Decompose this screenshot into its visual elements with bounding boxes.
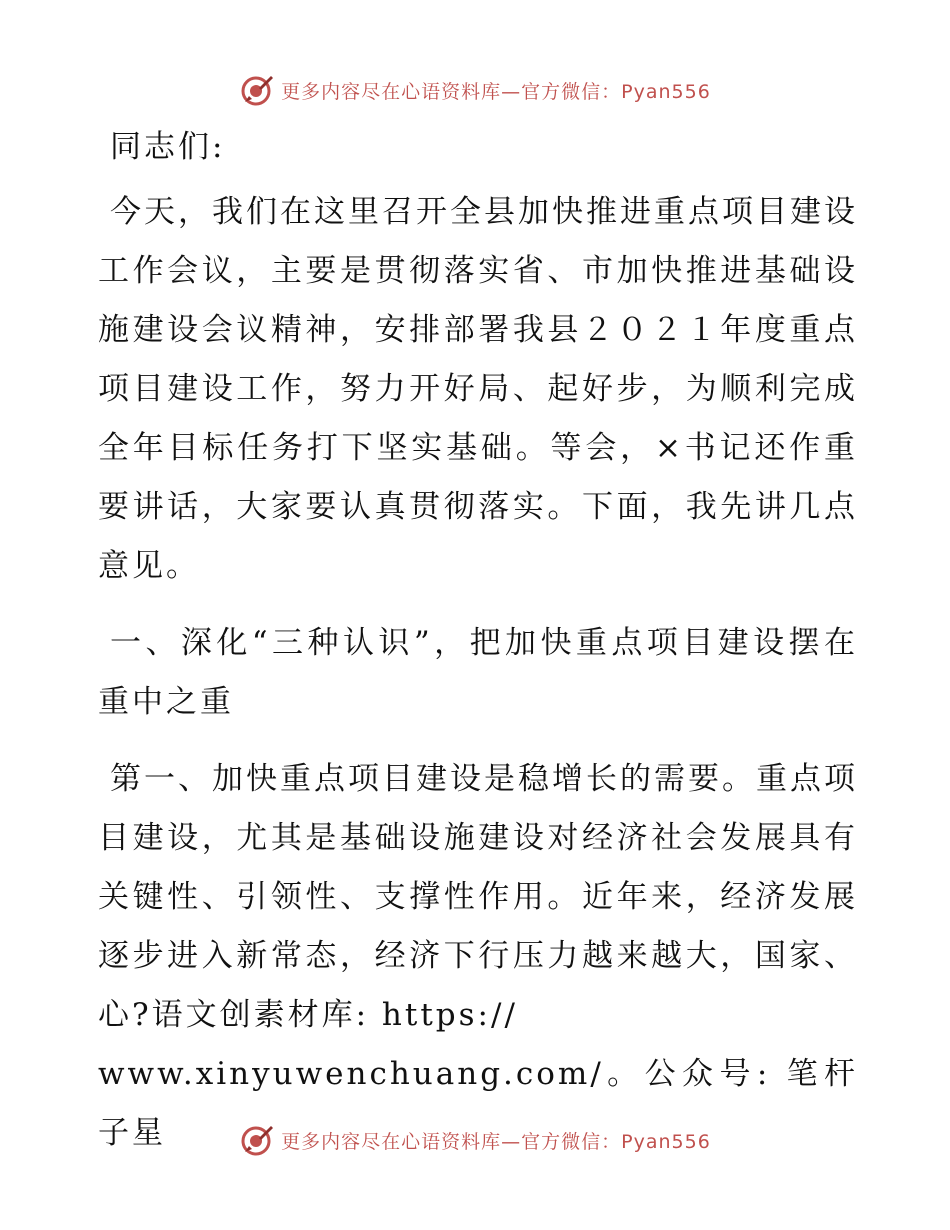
pen-circle-logo-icon [239, 1122, 275, 1158]
footer-banner [0, 1120, 950, 1160]
header-banner [0, 70, 950, 110]
footer-banner-text: 更多内容尽在心语资料库—官方微信：Pyan556 [281, 1130, 711, 1153]
greeting: 同志们: [110, 129, 226, 165]
document-body [98, 118, 858, 1181]
intro-paragraph: 今天，我们在这里召开全县加快推进重点项目建设工作会议，主要是贯彻落实省、市加快推进基础设施建设会议精神，安排部署我县２０２１年度重点项目建设工作，努力开好局、起好步，为顺利完成全年目标任务打下坚实基础。等会，×书记还作重要讲话，大家要认真贯彻落实。下面，我先讲几点意见。 [98, 194, 858, 584]
section-heading-one: 一、深化“三种认识”，把加快重点项目建设摆在重中之重 [98, 625, 858, 720]
point-one-paragraph: 第一、加快重点项目建设是稳增长的需要。重点项目建设，尤其是基础设施建设对经济社会发展具有关键性、引领性、支撑性作用。近年来，经济发展逐步进入新常态，经济下行压力越来越大，国家、心?语文创素材库: https:// [98, 761, 858, 1033]
header-banner-text: 更多内容尽在心语资料库—官方微信：Pyan556 [281, 80, 711, 103]
pen-circle-logo-icon [239, 72, 275, 108]
website-line: www.xinyuwenchuang.com/。公众号: 笔杆子星 [98, 1056, 858, 1151]
